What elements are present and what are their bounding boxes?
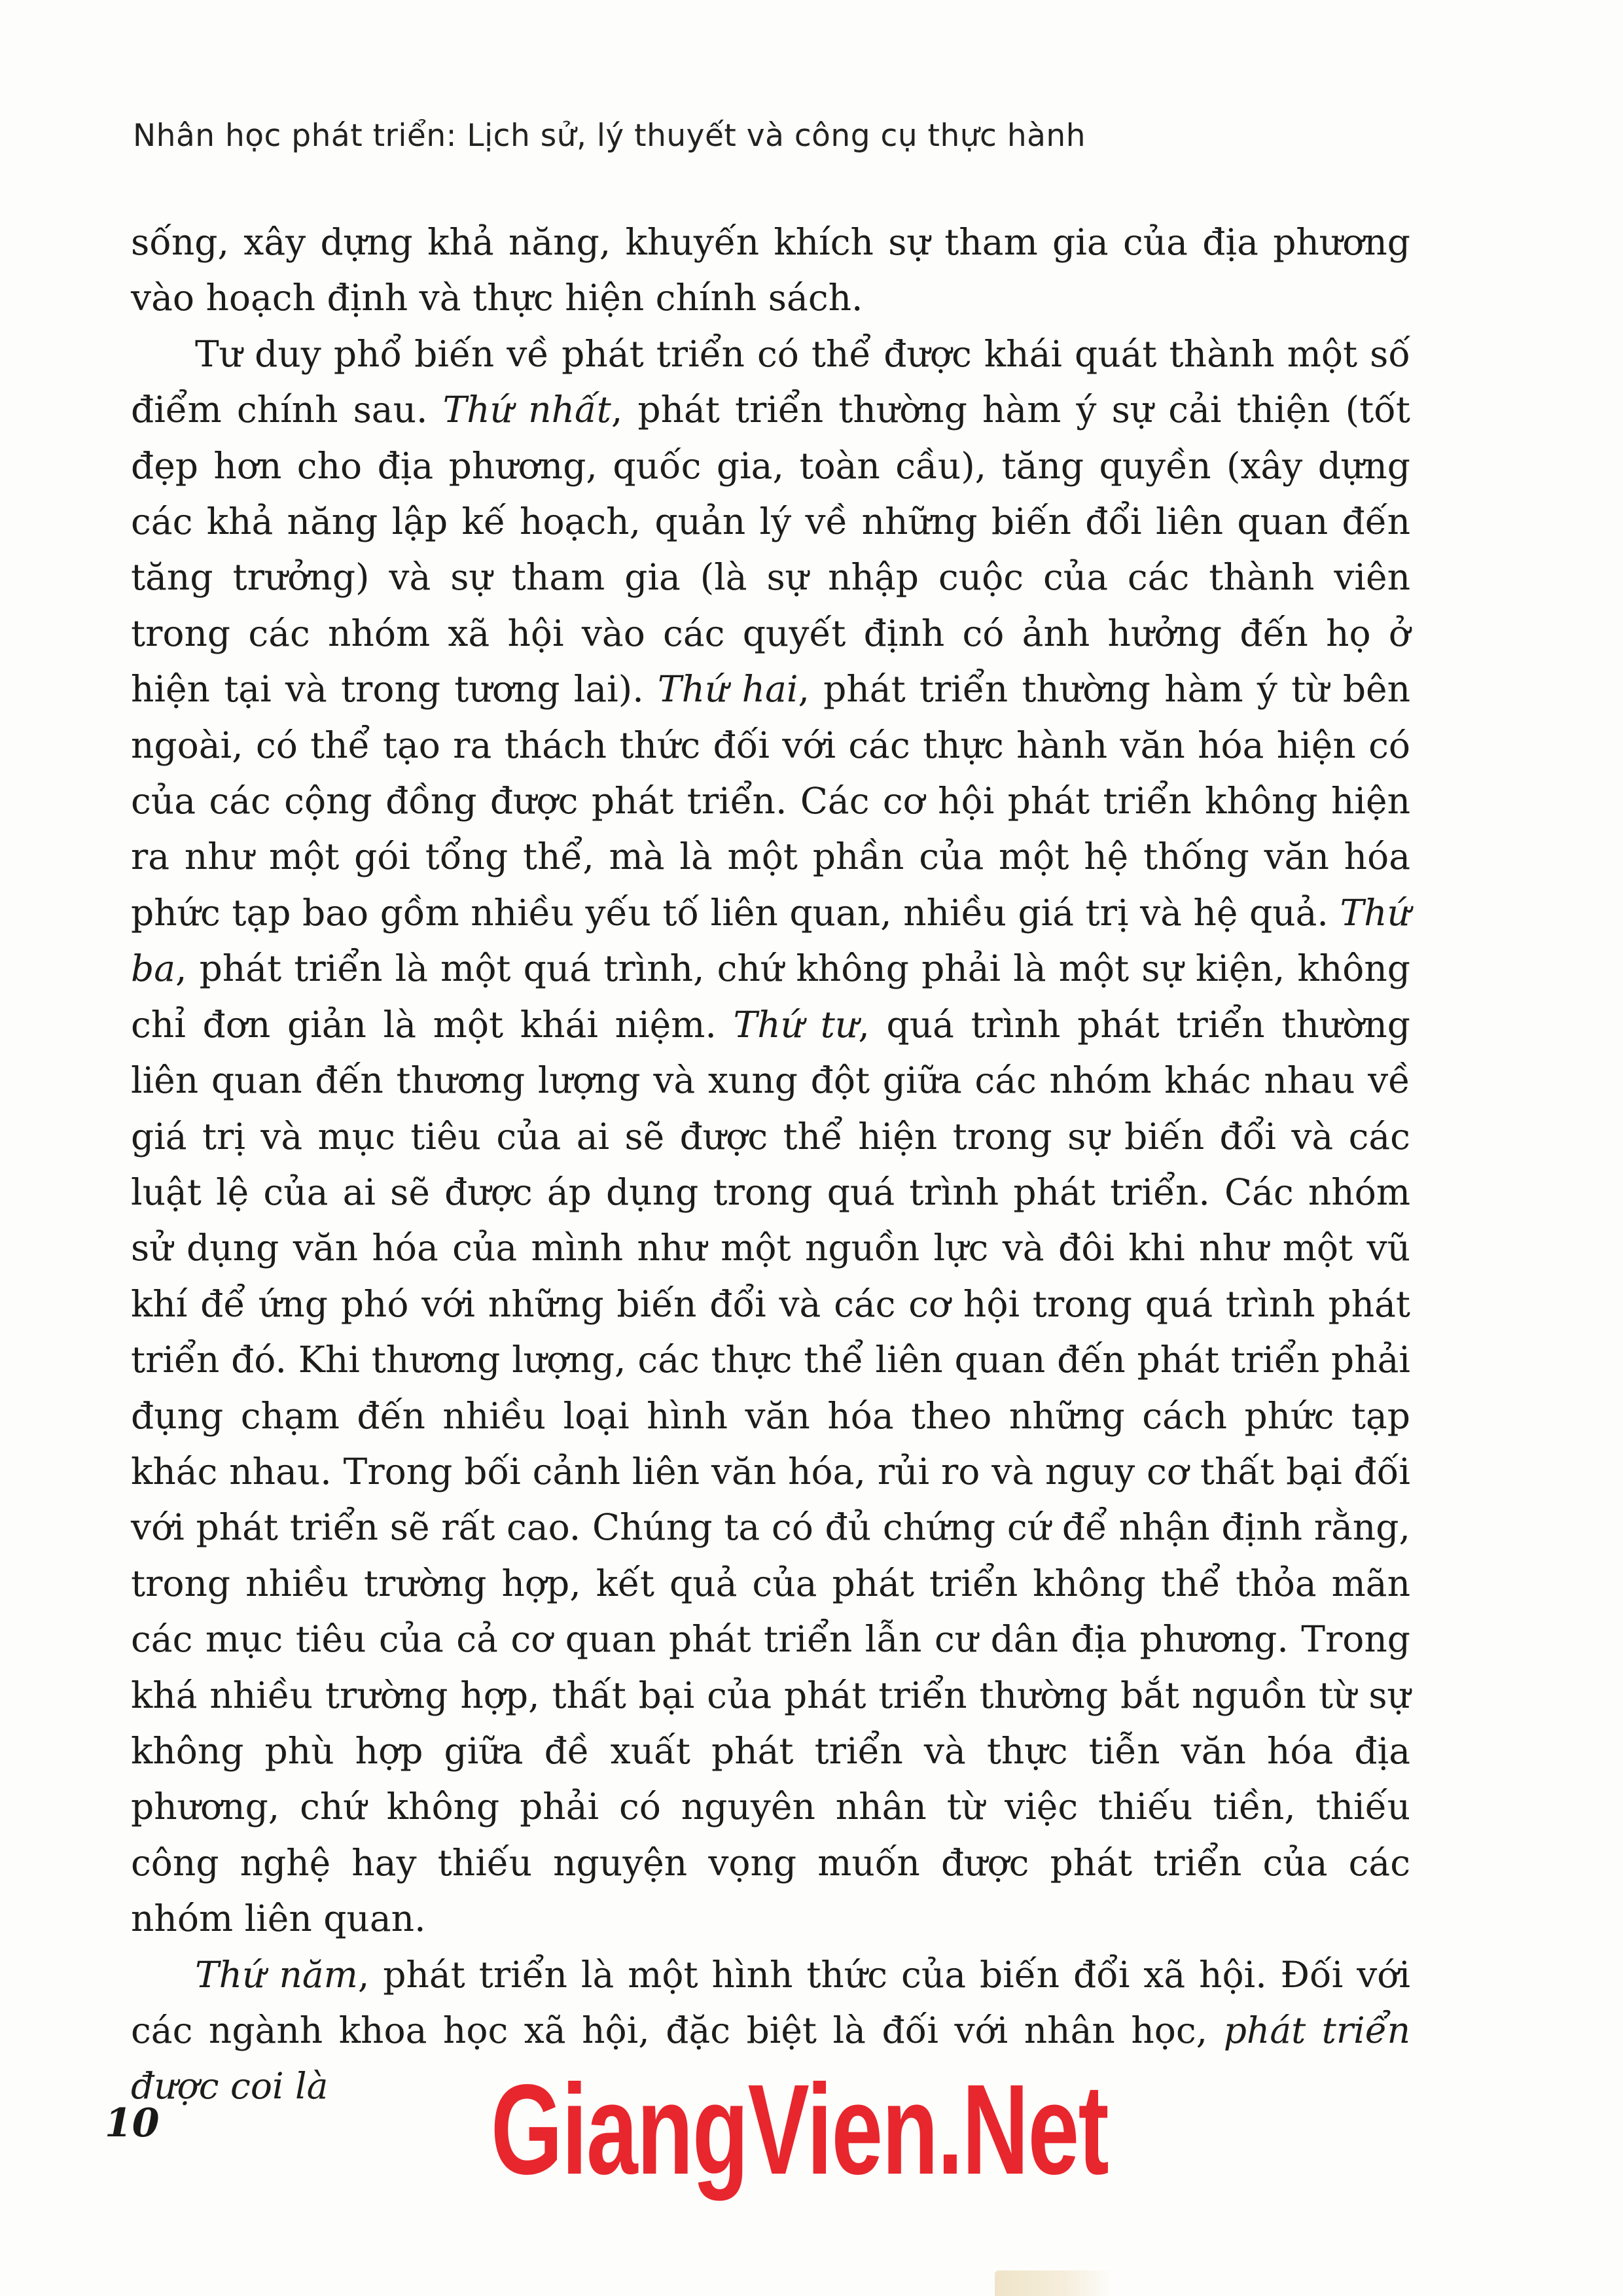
emphasis-fourth: Thứ tư <box>733 1003 859 1046</box>
paragraph-continuation <box>131 215 1410 327</box>
body-text <box>131 215 1410 2115</box>
paragraph-text: Tư duy phổ biến về phát triển có thể được khái quát thành một số điểm chính sau. <box>131 332 1410 431</box>
paragraph-text: , quá trình phát triển thường liên quan đến thương lượng và xung đột giữa các nhóm khác nhau về giá trị và mục tiêu của ai sẽ được thể hiện trong sự biến đổi và các luật lệ của ai sẽ được áp dụng trong quá trình phát triển. Các nhóm sử dụng văn hóa của mình như một nguồn lực và đôi khi như một vũ khí để ứng phó với những biến đổi và các cơ hội trong quá trình phát triển đó. Khi thương lượng, các thực thể liên quan đến phát triển phải đụng chạm đến nhiều loại hình văn hóa theo những cách phức tạp khác nhau. Trong bối cảnh liên văn hóa, rủi ro và nguy cơ thất bại đối với phát triển sẽ rất cao. Chúng ta có đủ chứng cứ để nhận định rằng, trong nhiều trường hợp, kết quả của phát triển không thể thỏa mãn các mục tiêu của cả cơ quan phát triển lẫn cư dân địa phương. Trong khá nhiều trường hợp, thất bại của phát triển thường bắt nguồn từ sự không phù hợp giữa đề xuất phát triển và thực tiễn văn hóa địa phương, chứ không phải có nguyên nhân từ việc thiếu tiền, thiếu công nghệ hay thiếu nguyện vọng muốn được phát triển của các nhóm liên quan. <box>131 1003 1410 1940</box>
emphasis-fifth: Thứ năm <box>195 1953 358 1996</box>
paragraph-text: sống, xây dựng khả năng, khuyến khích sự tham gia của địa phương vào hoạch định và thực hiện chính sách. <box>131 221 1410 319</box>
watermark-logo: GiangVien.Net <box>491 2058 1109 2201</box>
paragraph-text: , phát triển thường hàm ý sự cải thiện (tốt đẹp hơn cho địa phương, quốc gia, toàn cầu), tăng quyền (xây dựng các khả năng lập kế hoạch, quản lý về những biến đổi liên quan đến tăng trưởng) và sự tham gia (là sự nhập cuộc của các thành viên trong các nhóm xã hội vào các quyết định có ảnh hưởng đến họ ở hiện tại và trong tương lai). <box>131 389 1410 711</box>
emphasis-second: Thứ hai <box>657 668 798 711</box>
emphasis-first: Thứ nhất <box>442 389 611 431</box>
emphasis-third: Thứ ba <box>131 891 1410 990</box>
paragraph-text: , phát triển thường hàm ý từ bên ngoài, có thể tạo ra thách thức đối với các thực hành văn hóa hiện có của các cộng đồng được phát triển. Các cơ hội phát triển không hiện ra như một gói tổng thể, mà là một phần của một hệ thống văn hóa phức tạp bao gồm nhiều yếu tố liên quan, nhiều giá trị và hệ quả. <box>131 668 1410 934</box>
page-number: 10 <box>105 2100 160 2146</box>
emphasis-trailing: phát triển được coi là <box>131 2009 1410 2108</box>
scan-artifact <box>995 2270 1113 2296</box>
paragraph-text: , phát triển là một quá trình, chứ không phải là một sự kiện, không chỉ đơn giản là một khái niệm. <box>131 947 1410 1046</box>
paragraph-main-points <box>131 327 1410 1947</box>
paragraph-text: , phát triển là một hình thức của biến đổi xã hội. Đối với các ngành khoa học xã hội, đặc biệt là đối với nhân học, <box>131 1953 1410 2051</box>
running-header: Nhân học phát triển: Lịch sử, lý thuyết và công cụ thực hành <box>133 118 1086 154</box>
